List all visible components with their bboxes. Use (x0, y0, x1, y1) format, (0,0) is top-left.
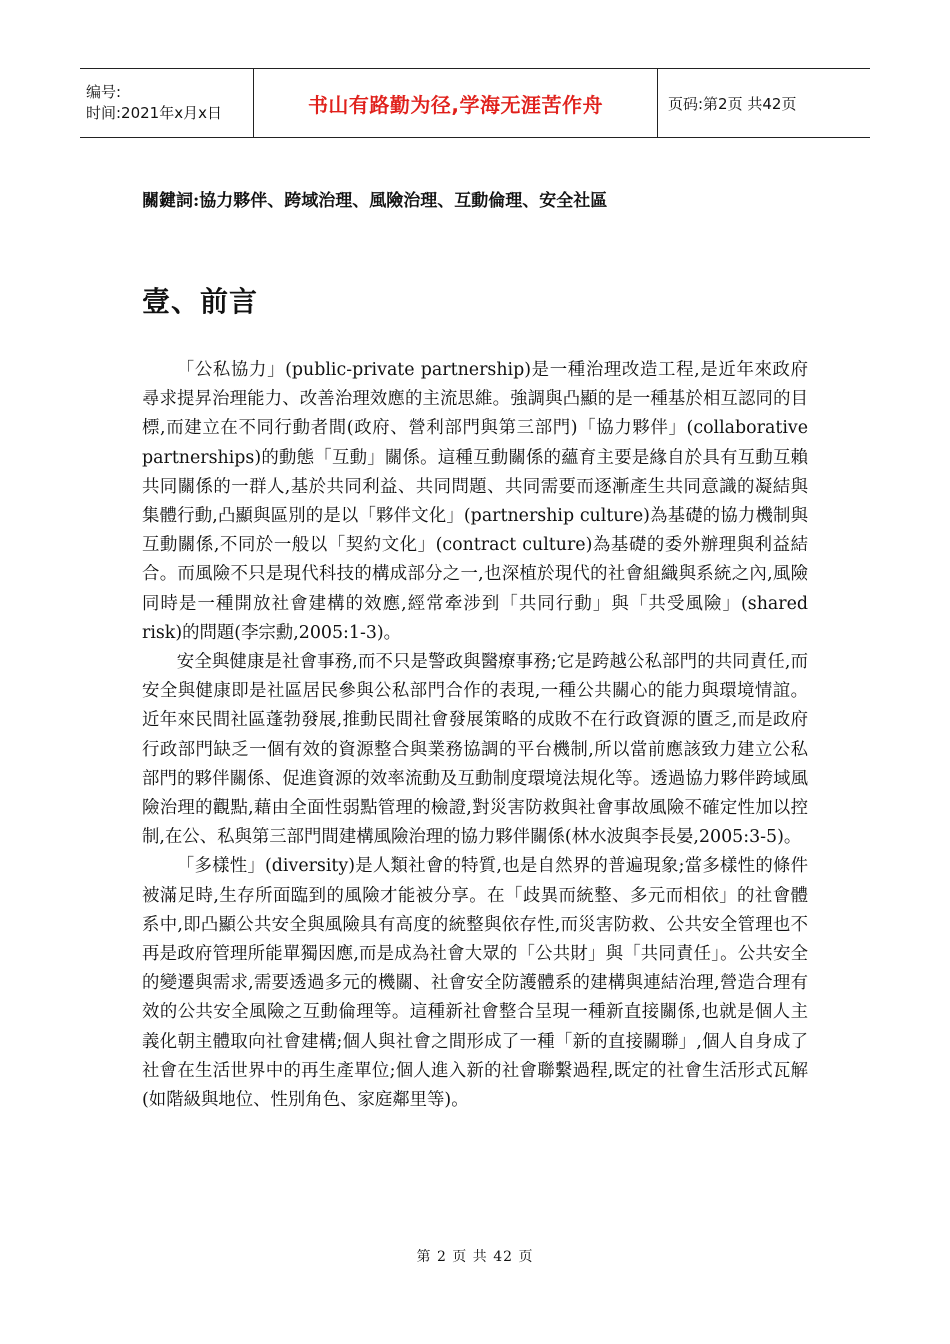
keywords-label: 關鍵詞: (142, 191, 200, 211)
paragraph-1: 「公私協力」(public-private partnership)是一種治理改造工程,是近年來政府尋求提昇治理能力、改善治理效應的主流思維。強調與凸顯的是一種基於相互認同的目標,而建立在不同行動者間(政府、營利部門與第三部門)「協力夥伴」(collaborative partnerships)的動態「互動」關係。這種互動關係的蘊育主要是緣自於具有互動互賴共同關係的一群人,基於共同利益、共同問題、共同需要而逐漸產生共同意識的凝結與集體行動,凸顯與區別的是以「夥伴文化」(partnership culture)為基礎的協力機制與互動關係,不同於一般以「契約文化」(contract culture)為基礎的委外辦理與利益結合。而風險不只是現代科技的構成部分之一,也深植於現代的社會組織與系統之內,風險同時是一種開放社會建構的效應,經常牽涉到「共同行動」與「共受風險」(shared risk)的問題(李宗勳,2005:1-3)。 (142, 360, 808, 643)
page-header (80, 68, 870, 138)
header-page-code-cell (658, 69, 870, 137)
paragraph-3: 「多樣性」(diversity)是人類社會的特質,也是自然界的普遍現象;當多樣性的條件被滿足時,生存所面臨到的風險才能被分享。在「歧異而統整、多元而相依」的社會體系中,即凸顯公共安全與風險具有高度的統整與依存性,而災害防救、公共安全管理也不再是政府管理所能單獨因應,而是成為社會大眾的「公共財」與「共同責任」。公共安全的變遷與需求,需要透過多元的機關、社會安全防護體系的建構與連結治理,營造合理有效的公共安全風險之互動倫理等。這種新社會整合呈現一種新直接關係,也就是個人主義化朝主體取向社會建構;個人與社會之間形成了一種「新的直接關聯」,個人自身成了社會在生活世界中的再生產單位;個人進入新的社會聯繫過程,既定的社會生活形式瓦解(如階級與地位、性別角色、家庭鄰里等)。 (142, 856, 808, 1111)
section-title: 壹、前言 (142, 285, 259, 318)
keywords-text: 協力夥伴、跨域治理、風險治理、互動倫理、安全社區 (199, 191, 608, 211)
paragraph-2: 安全與健康是社會事務,而不只是警政與醫療事務;它是跨越公私部門的共同責任,而安全與健康即是社區居民參與公私部門合作的表現,一種公共關心的能力與環境情誼。近年來民間社區蓬勃發展,推動民間社會發展策略的成敗不在行政資源的匱乏,而是政府行政部門缺乏一個有效的資源整合與業務協調的平台機制,所以當前應該致力建立公私部門的夥伴關係、促進資源的效率流動及互動制度環境法規化等。透過協力夥伴跨域風險治理的觀點,藉由全面性弱點管理的檢證,對災害防救與社會事故風險不確定性加以控制,在公、私與第三部門間建構風險治理的協力夥伴關係(林水波與李長晏,2005:3-5)。 (142, 652, 808, 848)
header-meta (80, 69, 254, 137)
body-text (142, 356, 808, 1115)
page-footer: 第 2 页 共 42 页 (416, 1249, 534, 1265)
time-label: 时间:2021年x月x日 (86, 104, 222, 122)
header-motto: 书山有路勤为径,学海无涯苦作舟 (307, 92, 604, 117)
serial-label: 编号: (86, 83, 122, 101)
header-motto-cell (254, 69, 658, 137)
header-page-code: 页码:第2页 共42页 (668, 94, 797, 113)
keywords-line (142, 186, 607, 211)
